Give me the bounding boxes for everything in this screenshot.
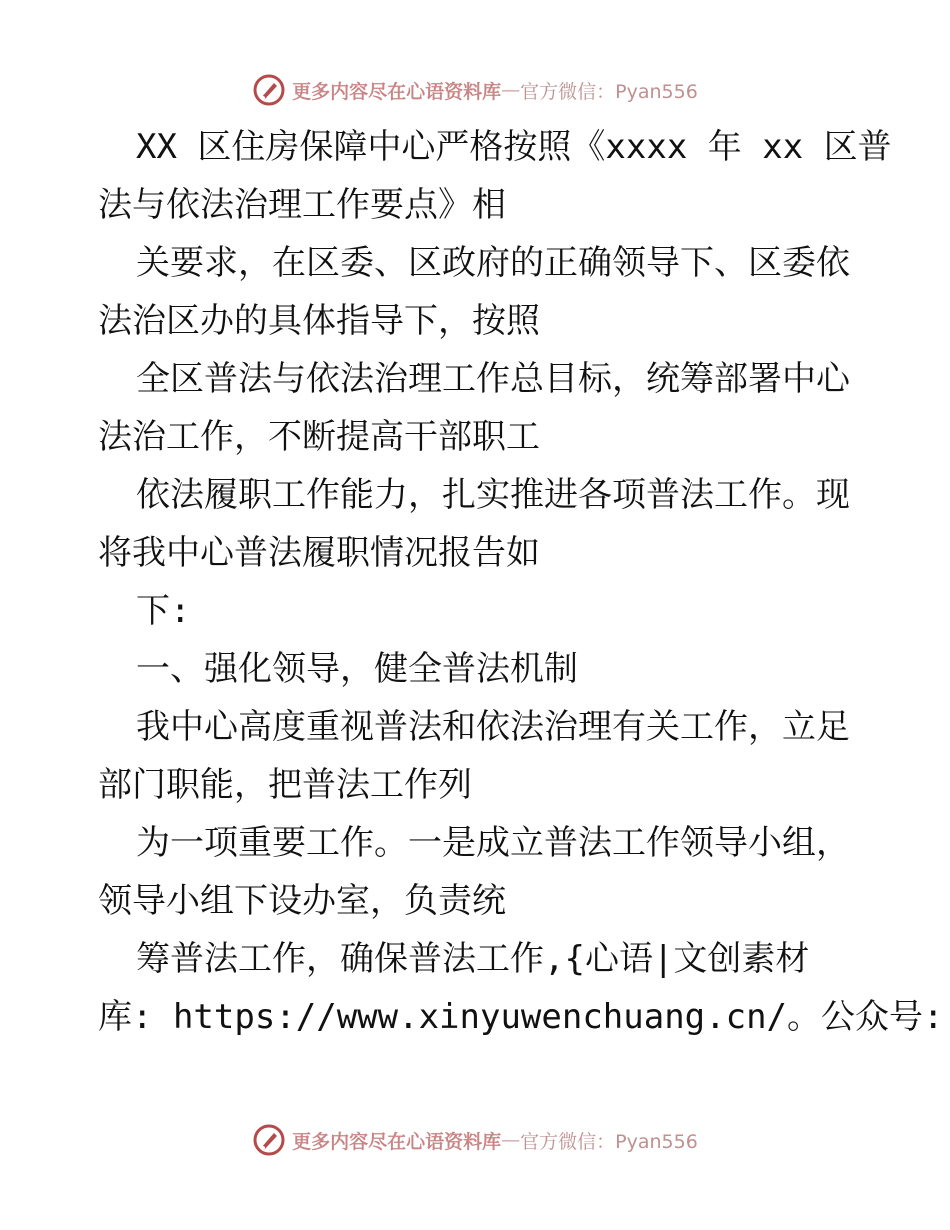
banner-wechat: 官方微信：Pyan556	[520, 1130, 698, 1153]
text-line: XX 区住房保障中心严格按照《xxxx 年 xx 区普	[136, 127, 892, 167]
pen-logo-icon	[252, 73, 286, 107]
banner-brand: 更多内容尽在心语资料库	[292, 80, 502, 103]
header-banner	[0, 70, 950, 110]
text-line: 部门职能，把普法工作列	[98, 765, 472, 805]
text-line: 依法履职工作能力，扎实推进各项普法工作。现	[136, 475, 850, 515]
text-line: 我中心高度重视普法和依法治理有关工作，立足	[136, 707, 850, 747]
document-body	[98, 118, 944, 1046]
text-line: 筹普法工作，确保普法工作,{心语|文创素材	[136, 939, 810, 979]
text-line: 法治工作，不断提高干部职工	[98, 417, 540, 457]
section-heading: 一、强化领导，健全普法机制	[136, 649, 578, 689]
text-line: 关要求，在区委、区政府的正确领导下、区委依	[136, 243, 850, 283]
banner-wechat: 官方微信：Pyan556	[520, 80, 698, 103]
banner-separator: —	[501, 1129, 521, 1151]
text-line: 将我中心普法履职情况报告如	[98, 533, 540, 573]
text-line: 下:	[136, 591, 191, 631]
text-line: 库: https://www.xinyuwenchuang.cn/。公众号:	[98, 997, 944, 1037]
text-line: 法与依法治理工作要点》相	[98, 185, 506, 225]
text-line: 领导小组下设办室，负责统	[98, 881, 506, 921]
pen-logo-icon	[252, 1123, 286, 1157]
footer-banner	[0, 1120, 950, 1160]
banner-brand: 更多内容尽在心语资料库	[292, 1130, 502, 1153]
text-line: 法治区办的具体指导下，按照	[98, 301, 540, 341]
banner-separator: —	[501, 79, 521, 101]
text-line: 全区普法与依法治理工作总目标，统筹部署中心	[136, 359, 850, 399]
text-line: 为一项重要工作。一是成立普法工作领导小组，	[136, 823, 850, 863]
